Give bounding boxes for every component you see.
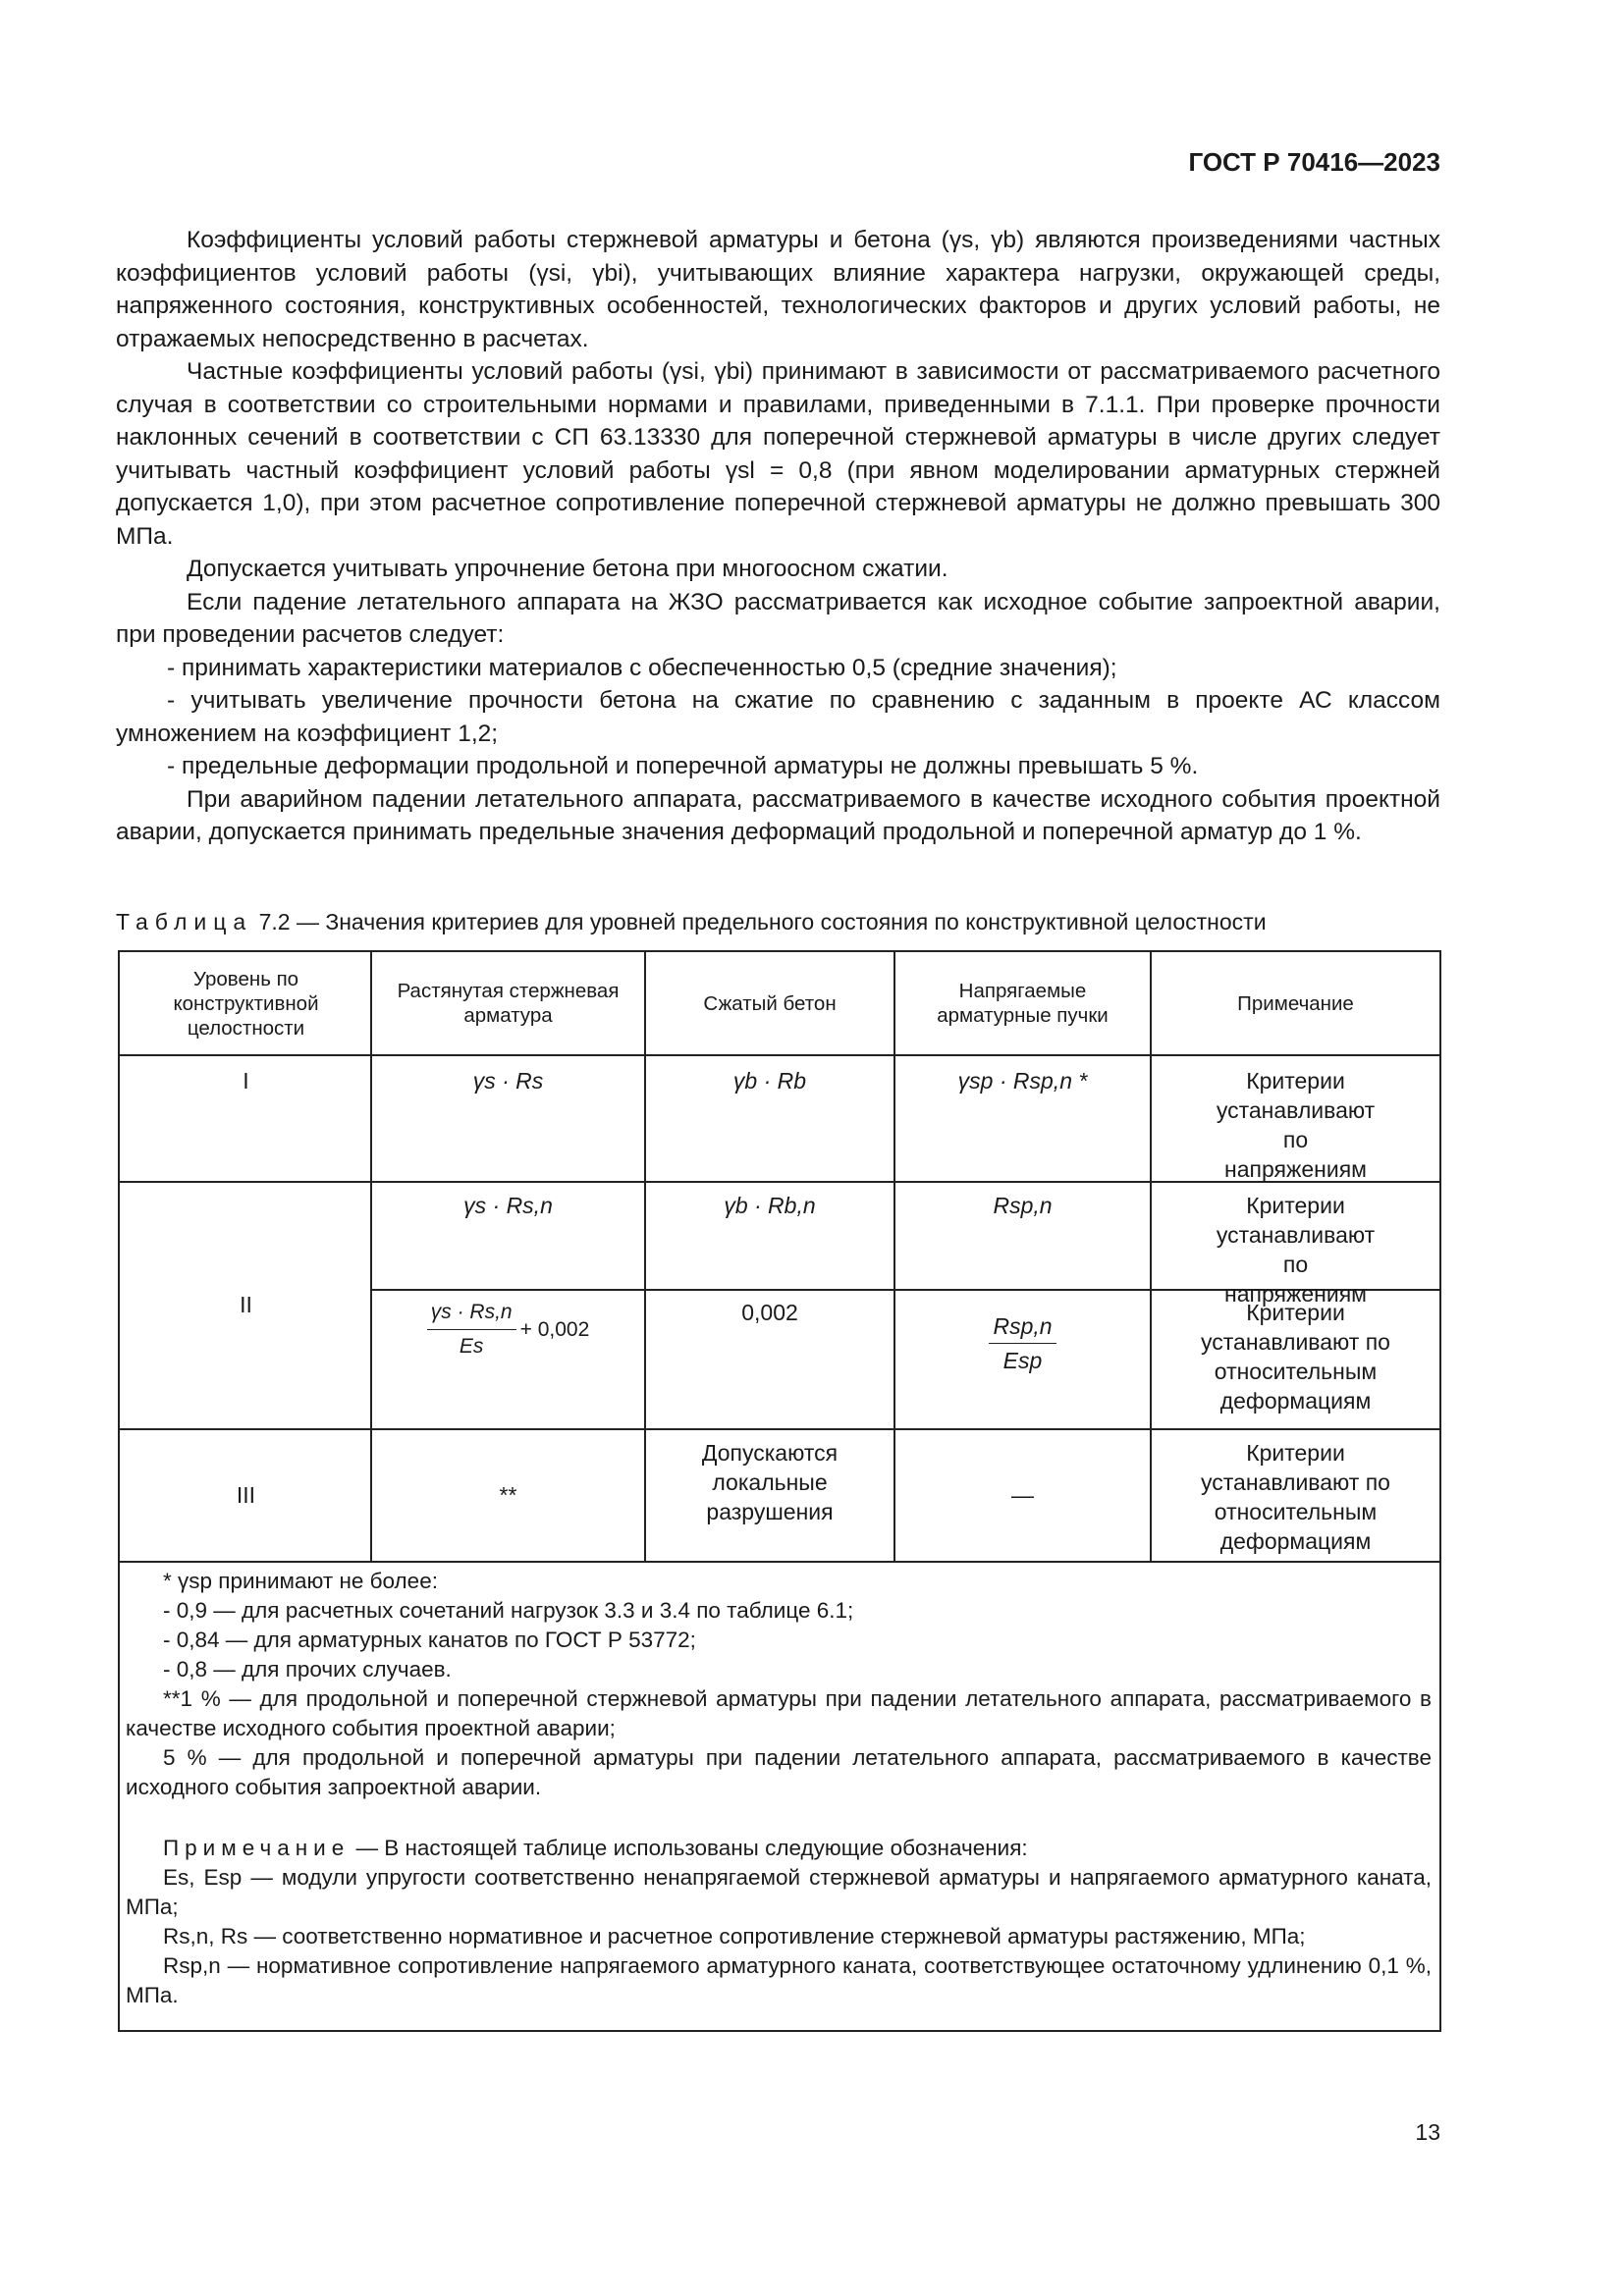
fraction: $\frac{\gamma s \cdot Rs,n}{Es}$ — [427, 1298, 516, 1362]
footnote: **1 % — для продольной и поперечной стержневой арматуры при падении летательного аппарата, рассматриваемого в качестве исходного события проектной аварии; — [126, 1686, 1432, 1740]
table-note — [126, 1834, 1432, 2010]
table-cell: ** — [499, 1481, 517, 1508]
table-rule — [120, 1054, 1439, 1056]
column-header: Растянутая стержневая арматура — [397, 980, 620, 1027]
table-cell: Критерии устанавливают по напряжениям — [1216, 1068, 1376, 1182]
paragraph: Частные коэффициенты условий работы (γsi, γbi) принимают в зависимости от рассматриваемого расчетного случая в соответствии со строительными нормами и правилами, приведенными в 7.1.1. При проверке прочности наклонных сечений в соответствии с СП 63.13330 для поперечной стержневой арматуры в числе других следует учитывать частный коэффициент условий работы γsl = 0,8 (при явном моделировании арматурных стержней допускается 1,0), при этом расчетное сопротивление поперечной стержневой арматуры не должно превышать 300 МПа. — [116, 358, 1440, 550]
footnote: - 0,8 — для прочих случаев. — [163, 1657, 452, 1682]
table-cell: γb · Rb — [732, 1068, 807, 1094]
paragraph: Допускается учитывать упрочнение бетона при многоосном сжатии. — [187, 556, 948, 582]
table-cell: 0,002 — [741, 1300, 798, 1325]
table-cell: γs · Rs,n — [463, 1193, 553, 1218]
note-item: Es, Esp — модули упругости соответственно ненапрягаемой стержневой арматуры и напрягаемого арматурного каната, МПа; — [126, 1865, 1432, 1919]
column-header: Напрягаемые арматурные пучки — [937, 980, 1109, 1027]
table-cell: $\frac{\gamma s \cdot Rs,n}{Es}$ + 0,002 — [372, 1298, 644, 1362]
table-caption — [116, 909, 1267, 935]
fraction: $\frac{\text{Rsp,n}}{\text{Esp}}$ — [989, 1311, 1056, 1375]
list-item: - предельные деформации продольной и поперечной арматуры не должны превышать 5 %. — [167, 753, 1199, 779]
footnote: - 0,9 — для расчетных сочетаний нагрузок 3.3 и 3.4 по таблице 6.1; — [163, 1598, 854, 1623]
table-caption-word: Таблица — [116, 909, 253, 934]
table-cell: II — [240, 1292, 252, 1317]
paragraph: При аварийном падении летательного аппарата, рассматриваемого в качестве исходного события проектной аварии, допускается принимать предельные значения деформаций продольной и поперечной арматур до 1 %. — [116, 785, 1440, 845]
table-cell: III — [236, 1481, 256, 1508]
criteria-table — [118, 950, 1441, 1563]
table-cell: γsp · Rsp,n * — [957, 1068, 1088, 1094]
table-footnotes — [126, 1567, 1432, 1802]
table-cell: — — [1011, 1481, 1034, 1508]
table-cell: γs · Rs — [472, 1068, 544, 1094]
table-cell: Критерии устанавливают по относительным деформациям — [1201, 1440, 1390, 1554]
paragraph: Если падение летательного аппарата на ЖЗО рассматривается как исходное событие запроектной аварии, при проведении расчетов следует: — [116, 588, 1440, 648]
column-header: Уровень по конструктивной целостности — [173, 967, 319, 1040]
table-cell: Допускаются локальные разрушения — [701, 1440, 839, 1524]
table-cell: I — [243, 1068, 249, 1094]
list-item: - учитывать увеличение прочности бетона на сжатие по сравнению с заданным в проекте АС классом умножением на коэффициент 1,2; — [116, 687, 1440, 747]
table-cell: Критерии устанавливают по относительным деформациям — [1201, 1300, 1390, 1414]
note-intro: Примечание — В настоящей таблице использованы следующие обозначения: — [163, 1836, 1028, 1860]
column-header: Примечание — [1237, 991, 1354, 1015]
footnote: * γsp принимают не более: — [163, 1569, 438, 1593]
list-item: - принимать характеристики материалов с обеспеченностью 0,5 (средние значения); — [167, 654, 1117, 681]
table-cell — [895, 1311, 1150, 1375]
table-cell: γb · Rb,n — [724, 1193, 816, 1218]
table-cell: Критерии устанавливают по напряжениям — [1216, 1193, 1376, 1307]
column-header: Сжатый бетон — [703, 991, 837, 1015]
table-cell: Rsp,n — [993, 1193, 1053, 1218]
note-item: Rsp,n — нормативное сопротивление напрягаемого арматурного каната, соответствующее остаточному удлинению 0,1 %, МПа. — [126, 1953, 1432, 2007]
table-caption-text: 7.2 — Значения критериев для уровней предельного состояния по конструктивной целостности — [258, 909, 1267, 934]
paragraph: Коэффициенты условий работы стержневой арматуры и бетона (γs, γb) являются произведениями частных коэффициентов условий работы (γsi, γbi), учитывающих влияние характера нагрузки, окружающей среды, напряженного состояния, конструктивных особенностей, технологических факторов и других условий работы, не отражаемых непосредственно в расчетах. — [116, 227, 1440, 352]
body-text — [116, 224, 1440, 849]
page-number: 13 — [1415, 2119, 1440, 2145]
footnote: - 0,84 — для арматурных канатов по ГОСТ Р 53772; — [163, 1628, 696, 1652]
document-code: ГОСТ Р 70416—2023 — [1188, 147, 1440, 177]
note-item: Rs,n, Rs — соответственно нормативное и расчетное сопротивление стержневой арматуры растяжению, МПа; — [163, 1924, 1306, 1949]
footnote: 5 % — для продольной и поперечной арматуры при падении летательного аппарата, рассматриваемого в качестве исходного события запроектной аварии. — [126, 1745, 1432, 1799]
